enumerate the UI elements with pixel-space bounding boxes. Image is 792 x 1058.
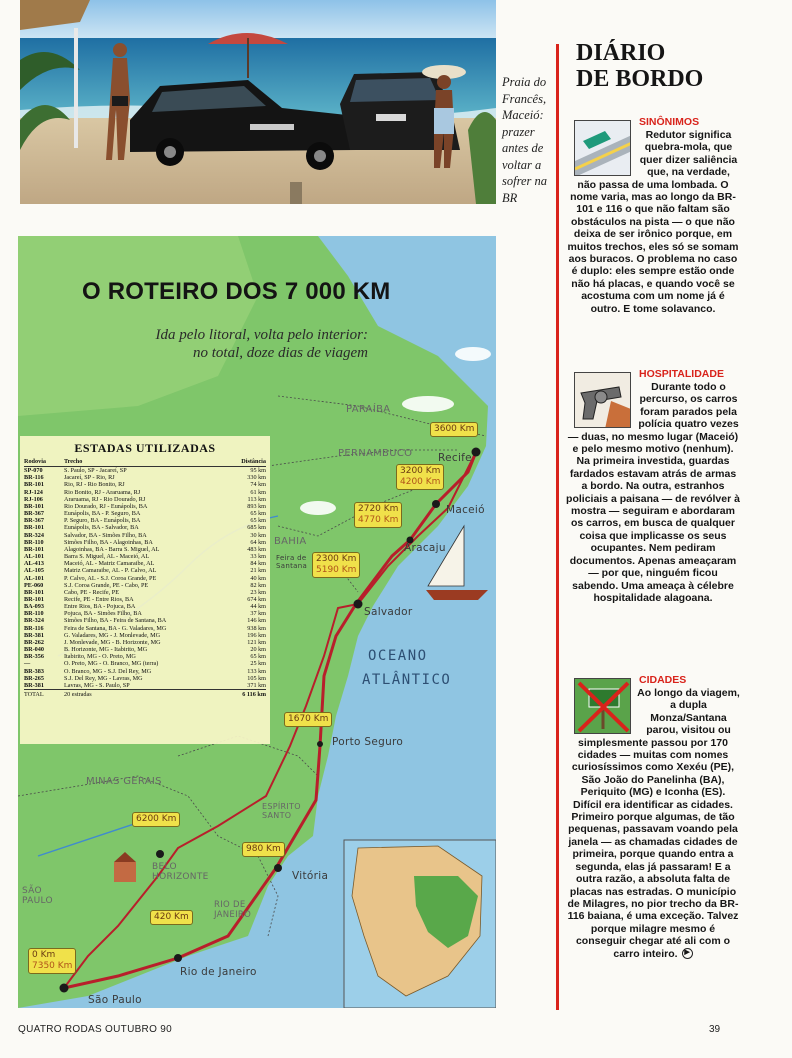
road-distance: 330 km [247,474,266,482]
road-code: AL-101 [24,574,44,582]
roads-table-row [24,567,266,574]
label-feira: Feira de Santana [276,554,308,570]
road-code: BR-367 [24,517,44,525]
total-km: 6 116 km [227,690,266,699]
roads-table-row [24,553,266,560]
km-value: 0 Km [32,950,56,960]
road-code: BR-110 [24,538,44,546]
label-atlantic: ATLÂNTICO [362,672,452,688]
km-marker-1670: 1670 Km [284,712,332,727]
roads-table-row [24,589,266,596]
km-marker-3200 [396,464,444,490]
column-title [576,40,776,92]
roads-table-row [24,675,266,682]
road-code: AL-101 [24,553,44,561]
roads-table-row [24,546,266,553]
road-code: PE-060 [24,581,44,589]
km-value-return: 4200 Km [400,477,441,487]
road-segment: S.J. Coroa Grande, PE - Cabo, PE [64,581,149,589]
road-segment: O. Branco, MG - S.J. Del Rey, MG [64,667,152,675]
crossed-sign-icon [574,678,631,734]
end-of-article-icon: ▶ [682,948,693,959]
road-distance: 146 km [247,617,266,625]
roads-table-row [24,660,266,667]
km-marker-2720 [354,502,402,528]
roads-table-row [24,639,266,646]
road-code: RJ-124 [24,488,43,496]
beach-photo [20,0,496,204]
road-distance: 371 km [247,681,266,689]
km-marker-0 [28,948,76,974]
road-distance: 44 km [250,603,266,611]
road-segment: Pojuca, BA - Simões Filho, BA [64,610,142,618]
label-rio: Rio de Janeiro [180,966,257,978]
km-value: 2300 Km [316,554,357,564]
km-marker-6200: 6200 Km [132,812,180,827]
magazine-footer: QUATRO RODAS OUTUBRO 90 [18,1024,172,1035]
label-espirito-santo: ESPÍRITO SANTO [262,802,301,820]
road-code: BR-324 [24,531,44,539]
road-distance: 21 km [250,567,266,575]
road-code: BA-093 [24,603,44,611]
road-code: BR-116 [24,624,44,632]
road-distance: 483 km [247,545,266,553]
road-distance: 20 km [250,646,266,654]
road-code: BR-324 [24,617,44,625]
roads-table-row [24,560,266,567]
label-belo-horizonte: BELO HORIZONTE [152,862,209,882]
roads-table-row [24,503,266,510]
road-code: BR-367 [24,510,44,518]
road-segment: Simões Filho, BA - Feira de Santana, BA [64,617,167,625]
roads-table-row [24,510,266,517]
road-distance: 65 km [250,510,266,518]
roads-table-row [24,496,266,503]
road-code: BR-356 [24,653,44,661]
road-segment: Maceió, AL - Matriz Camaraibe, AL [64,560,155,568]
roads-table-row [24,596,266,603]
roads-table-row [24,625,266,632]
road-code: BR-101 [24,481,44,489]
section-heading: HOSPITALIDADE [639,368,724,380]
roads-table-row [24,489,266,496]
road-segment: Eunápolis, BA - Salvador, BA [64,524,139,532]
road-distance: 938 km [247,624,266,632]
road-segment: P. Seguro, BA - Eunápolis, BA [64,517,141,525]
road-distance: 65 km [250,517,266,525]
road-segment: S.J. Del Rey, MG - Lavras, MG [64,674,143,682]
label-vitoria: Vitória [292,870,329,882]
road-code: BR-265 [24,674,44,682]
road-distance: 64 km [250,538,266,546]
label-recife: Recife [438,452,472,464]
section-sinonimos [566,116,740,315]
km-value-return: 5190 Km [316,565,357,575]
col-trecho: Trecho [64,458,227,467]
road-distance: 33 km [250,553,266,561]
roads-table-body [24,467,266,690]
road-code: AL-105 [24,567,44,575]
section-text: Redutor significa quebra-mola, que quer dizer saliência que, na verdade, não passa de uma lombada. O nome varia, mas ao longo da BR-101 e 116 o que não faltam são obstáculos na pista — o que não deixa de ser irônico porque, em muitos trechos, eles só se somam aos buracos. O problema no caso é duplo: eles sempre estão onde não há placas, e quando você se acostuma com um nome já é outro. E tome solavanco. [567,129,739,315]
roads-table-row [24,668,266,675]
label-rio-state: RIO DE JANEIRO [214,900,252,920]
road-code: BR-262 [24,638,44,646]
road-code: BR-116 [24,474,44,482]
road-segment: Rio, RJ - Rio Bonito, RJ [64,481,125,489]
road-segment: Salvador, BA - Simões Filho, BA [64,531,147,539]
km-value-return: 7350 Km [32,961,73,971]
road-distance: 25 km [250,660,266,668]
label-bahia: BAHIA [274,536,307,547]
map-title: O ROTEIRO DOS 7 000 KM [82,278,391,305]
road-code: BR-383 [24,667,44,675]
roads-table-row [24,632,266,639]
label-ocean: OCEANO [368,648,428,664]
total-roads: 20 estradas [64,690,227,699]
road-distance: 23 km [250,588,266,596]
page-number: 39 [709,1024,721,1035]
roads-table-row [24,532,266,539]
km-marker-3600: 3600 Km [430,422,478,437]
roads-table-title: ESTADAS UTILIZADAS [74,441,216,455]
road-segment: Cabo, PE - Recife, PE [64,588,119,596]
roads-table-box [20,436,270,744]
label-sao-paulo-state: SÃO PAULO [22,886,53,906]
road-distance: 84 km [250,560,266,568]
road-distance: 121 km [247,638,266,646]
roads-table-row [24,481,266,488]
section-heading: SINÔNIMOS [639,116,700,128]
total-label: TOTAL [24,690,64,699]
road-distance: 65 km [250,653,266,661]
column-divider [556,44,559,1010]
road-segment: P. Calvo, AL - S.J. Coroa Grande, PE [64,574,157,582]
roads-table-row [24,646,266,653]
road-distance: 674 km [247,595,266,603]
road-distance: 82 km [250,581,266,589]
label-salvador: Salvador [364,606,413,618]
label-minas-gerais: MINAS GERAIS [86,776,162,787]
road-code: BR-101 [24,524,44,532]
road-distance: 74 km [250,481,266,489]
roads-table-row [24,610,266,617]
road-segment: Eunápolis, BA - P. Seguro, BA [64,510,141,518]
road-code: BR-101 [24,588,44,596]
roads-table-row [24,467,266,475]
label-pernambuco: PERNAMBUCO [338,448,413,459]
road-segment: Lavras, MG - S. Paulo, SP [64,681,130,689]
km-value-return: 4770 Km [358,515,399,525]
road-distance: 40 km [250,574,266,582]
photo-caption: Praia do Francês, Maceió: prazer antes de voltar a sofrer na BR [502,75,548,205]
road-segment: Feira de Santana, BA - G. Valadares, MG [64,624,167,632]
label-aracaju: Aracaju [404,542,446,554]
roads-table-row [24,575,266,582]
km-marker-980: 980 Km [242,842,285,857]
road-code: BR-381 [24,631,44,639]
section-cidades [566,674,740,960]
road-code: BR-381 [24,681,44,689]
road-distance: 685 km [247,524,266,532]
roads-table-row [24,524,266,531]
label-porto-seguro: Porto Seguro [332,736,404,748]
section-hospitalidade [566,368,740,604]
label-sao-paulo: São Paulo [88,994,142,1006]
km-value: 3200 Km [400,466,441,476]
road-code: BR-101 [24,502,44,510]
road-distance: 196 km [247,631,266,639]
column-title-line2: DE BORDO [576,66,704,92]
roads-table-row [24,682,266,690]
roads-table [24,458,266,698]
road-segment: J. Monlevade, MG - B. Horizonte, MG [64,638,161,646]
section-text-body: Ao longo da viagem, a dupla Monza/Santana parou, visitou ou simplesmente passou por 170 cidades — muitas com nomes curiosíssimos como Xexéu (PE), São João do Panelinha (BA), Periquito (MG) e Iconha (ES). Difícil era identificar as cidades. Primeiro porque algumas, de tão pequenas, passavam voando pela janela — as chamadas cidades de primeira, porque quando entra a segunda, elas já passaram! E a outra razão, a absoluta falta de placas nas estradas. O município de Milagres, no pior trecho da BR-116 baiana, é uma exceção. Talvez porque milagre mesmo é conseguir chegar até ali com o carro inteiro. [567,687,740,960]
road-segment: Entre Rios, BA - Pojuca, BA [64,603,136,611]
road-bump-icon [574,120,631,176]
road-segment: O. Preto, MG - O. Branco, MG (terra) [64,660,159,668]
road-code: BR-040 [24,646,44,654]
road-segment: Araruama, RJ - Rio Dourado, RJ [64,495,146,503]
map-subtitle: Ida pelo litoral, volta pelo interior: no total, doze dias de viagem [155,327,368,361]
road-segment: Alagoinhas, BA - Barra S. Miguel, AL [64,545,160,553]
km-marker-2300 [312,552,360,578]
section-heading: CIDADES [639,674,687,686]
roads-total-row [24,690,266,699]
road-code: BR-110 [24,610,44,618]
road-segment: G. Valadares, MG - J. Monlevade, MG [64,631,161,639]
road-segment: Rio Dourado, RJ - Eunápolis, BA [64,502,148,510]
column-title-line1: DIÁRIO [576,40,666,66]
road-code: AL-413 [24,560,44,568]
road-distance: 37 km [250,610,266,618]
revolver-icon [574,372,631,428]
roads-table-row [24,539,266,546]
road-distance: 113 km [247,495,266,503]
road-code: RJ-106 [24,495,43,503]
roads-table-row [24,517,266,524]
road-distance: 95 km [250,467,266,475]
road-segment: B. Horizonte, MG - Itabirito, MG [64,646,148,654]
road-distance: 105 km [247,674,266,682]
col-distancia: Distância [227,458,266,467]
road-segment: Simões Filho, BA - Alagoinhas, BA [64,538,153,546]
label-paraiba: PARAÍBA [346,404,391,415]
roads-table-row [24,603,266,610]
road-distance: 30 km [250,531,266,539]
road-code: — [24,660,31,668]
route-map [18,236,496,1008]
road-distance: 893 km [247,502,266,510]
road-code: BR-101 [24,545,44,553]
road-segment: Barra S. Miguel, AL - Maceió, AL [64,553,150,561]
road-segment: Matriz Camaraibe, AL - P. Calvo, AL [64,567,157,575]
roads-table-row [24,617,266,624]
km-value: 2720 Km [358,504,399,514]
road-code: BR-101 [24,595,44,603]
road-distance: 133 km [247,667,266,675]
road-segment: Rio Bonito, RJ - Araruama, RJ [64,488,141,496]
roads-table-row [24,582,266,589]
roads-table-row [24,653,266,660]
road-segment: Itabirito, MG - O. Preto, MG [64,653,136,661]
road-segment: Recife, PE - Entre Rios, BA [64,595,134,603]
label-maceio: Maceió [446,504,485,516]
roads-table-header [24,458,266,467]
col-rodovia: Rodovia [24,458,64,467]
road-code: SP-070 [24,467,43,475]
road-segment: Jacareí, SP - Rio, RJ [64,474,115,482]
section-text: Durante todo o percurso, os carros foram parados pela polícia quatro vezes — duas, no mesmo lugar (Maceió) e pelo mesmo motivo (nenhum). Na primeira investida, guardas fardados estavam atrás de armas a bordo. Na outra, estranhos policiais a paisana — de revólver à mostra — seguiram e abordaram os carros, em busca de qualquer coisa que implicasse os seus ocupantes. Nem pediram documentos. Apenas ameaçaram — por que, ninguém ficou sabendo. Uma ameaça à célebre hospitalidade alagoana. [566,381,740,604]
km-marker-420: 420 Km [150,910,193,925]
road-distance: 61 km [250,488,266,496]
roads-table-row [24,474,266,481]
road-segment: S. Paulo, SP - Jacareí, SP [64,467,127,475]
